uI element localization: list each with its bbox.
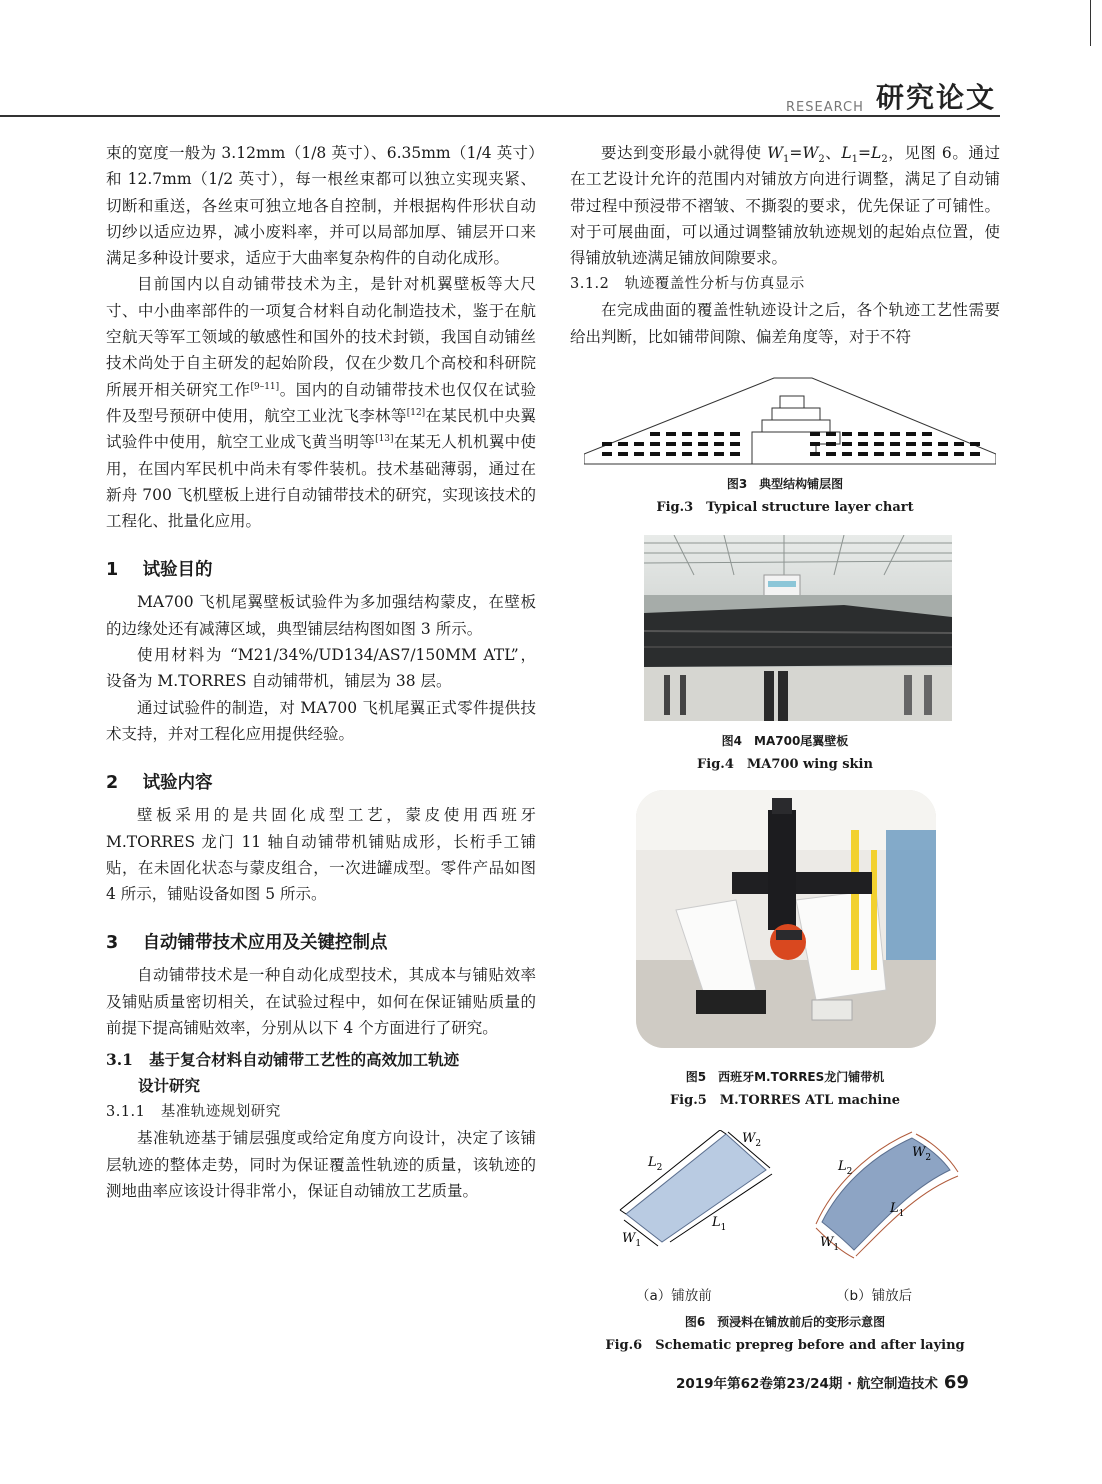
ply-dash [666,452,676,456]
ply-dash [714,432,724,436]
ply-dash [906,452,916,456]
ply-dash [730,432,740,436]
figure-4-caption-en: Fig.4 MA700 wing skin [697,757,873,772]
ply-dash [682,452,692,456]
figure-6b-diagram [808,1130,962,1262]
section-label-en: RESEARCH [786,100,864,115]
ply-dash [618,452,628,456]
ply-dash [602,452,612,456]
ply-dash [858,442,868,446]
ply-dash [890,442,900,446]
paragraph: MA700 飞机尾翼壁板试验件为多加强结构蒙皮，在壁板的边缘处还有减薄区域，典型铺层结构图如图 3 所示。 [106,593,536,638]
figure-3-ply-dashes [602,432,980,456]
paragraph: 通过试验件的制造，对 MA700 飞机尾翼正式零件提供技术支持，并对工程化应用提供经验。 [106,698,536,743]
figure-4-caption-cn: 图4 MA700尾翼壁板 [721,734,849,748]
figure-5-photo [636,790,936,1048]
section-heading: 1 试验目的 [106,560,213,581]
ply-dash [618,442,628,446]
citation: [13] [375,434,394,445]
ply-dash [890,452,900,456]
ply-dash [730,452,740,456]
figure-5-caption-en: Fig.5 M.TORRES ATL machine [669,1093,901,1108]
subsection-heading-cont: 设计研究 [138,1076,201,1096]
ply-dash [634,452,644,456]
ply-dash [970,442,980,446]
paragraph: 目前国内以自动铺带技术为主，是针对机翼壁板等大尺寸、中小曲率部件的一项复合材料自动化制造技术，鉴于在航空航天等军工领域的敏感性和国外的技术封锁，我国自动铺丝技术尚处于自主研发的起始阶段，仅在少数几个高校和科研院所展开相关研究工作[9–11]。国内的自动铺带技术也仅仅在试验件及型号预研中使用，航空工业沈飞李林等[12]在某民机中央翼试验件中使用，航空工业成飞黄当明等[13]在某无人机机翼中使用，在国内军民机中尚未有零件装机。技术基础薄弱，通过在新舟 700 飞机壁板上进行自动铺带技术的研究，实现该技术的工程化、批量化应用。 [106,275,536,531]
paragraph: 要达到变形最小就得使 $W_1=W_2$、$L_1=L_2$，见图 6。通过在工艺设计允许的范围内对铺放方向进行调整，满足了自动铺带过程中预浸带不褶皱、不撕裂的要求，优先保证了可铺性。对于可展曲面，可以通过调整铺放轨迹规划的起始点位置，使得铺放轨迹满足铺放间隙要求。 [570,144,1000,268]
ply-dash [890,432,900,436]
subsection-heading: 3.1 基于复合材料自动铺带工艺性的高效加工轨迹 [106,1050,460,1070]
svg-text:L1: $L_1$ [712,1215,727,1233]
ply-dash [858,452,868,456]
ply-dash [714,442,724,446]
ply-dash [826,442,836,446]
figure-6-caption-en: Fig.6 Schematic prepreg before and after laying [605,1338,965,1353]
ply-dash [922,452,932,456]
section-label-cn: 研究论文 [876,81,997,114]
left-column [106,140,536,1204]
ply-dash [666,432,676,436]
ply-dash [666,442,676,446]
ply-dash [650,442,660,446]
ply-dash [842,452,852,456]
ply-dash [874,442,884,446]
ply-dash [810,442,820,446]
figure-5-caption-cn: 图5 西班牙M.TORRES龙门铺带机 [685,1070,885,1084]
ply-dash [906,432,916,436]
crop-mark [1090,0,1091,46]
subsubsection-heading: 3.1.2 轨迹覆盖性分析与仿真显示 [570,276,805,293]
ply-dash [602,442,612,446]
svg-text:L2: $L_2$ [838,1159,853,1177]
figure-6a-label: （a）铺放前 [636,1288,712,1304]
ply-dash [810,452,820,456]
figure-3-caption-cn: 图3 典型结构铺层图 [726,477,844,491]
ply-dash [826,452,836,456]
page-number: 69 [943,1372,969,1393]
ply-dash [938,452,948,456]
ply-dash [682,432,692,436]
figure-6-caption-cn: 图6 预浸料在铺放前后的变形示意图 [684,1315,886,1329]
ply-dash [810,432,820,436]
ply-dash [858,432,868,436]
ply-dash [826,432,836,436]
section-heading: 3 自动铺带技术应用及关键控制点 [106,933,388,954]
svg-text:W2: $W_2$ [742,1131,762,1149]
ply-dash [922,442,932,446]
ply-dash [682,442,692,446]
header-rule [0,115,1000,117]
svg-text:W1: $W_1$ [820,1235,840,1253]
paragraph: 基准轨迹基于铺层强度或给定角度方向设计，决定了该铺层轨迹的整体走势，同时为保证覆盖性轨迹的质量，该轨迹的测地曲率应该设计得非常小，保证自动铺放工艺质量。 [106,1129,536,1200]
ply-dash [714,452,724,456]
subsubsection-heading: 3.1.1 基准轨迹规划研究 [106,1104,281,1121]
section-heading: 2 试验内容 [106,773,213,794]
ply-dash [730,442,740,446]
ply-dash [842,442,852,446]
paragraph: 使用材料为 “M21/34%/UD134/AS7/150MM ATL”，设备为 M.TORRES 自动铺带机，铺层为 38 层。 [106,646,536,691]
ply-dash [698,432,708,436]
ply-dash [842,432,852,436]
ply-dash [874,432,884,436]
paragraph: 壁板采用的是共固化成型工艺，蒙皮使用西班牙 M.TORRES 龙门 11 轴自动铺带机铺贴成形，长桁手工铺贴，在未固化状态与蒙皮组合，一次进罐成型。零件产品如图 4 所示，铺贴设备如图 5 所示。 [106,806,536,904]
page-footer [676,1372,969,1393]
paragraph: 自动铺带技术是一种自动化成型技术，其成本与铺贴效率及铺贴质量密切相关，在试验过程中，如何在保证铺贴质量的前提下提高铺贴效率，分别从以下 4 个方面进行了研究。 [106,966,536,1038]
ply-dash [954,442,964,446]
ply-dash [938,442,948,446]
ply-dash [650,432,660,436]
figure-3-caption-en: Fig.3 Typical structure layer chart [656,500,914,515]
ply-dash [954,452,964,456]
svg-text:W1: $W_1$ [622,1231,642,1248]
ply-dash [698,442,708,446]
ply-dash [650,452,660,456]
figure-3-layer-chart [584,374,996,466]
svg-text:L2: $L_2$ [648,1155,663,1173]
ply-dash [970,452,980,456]
ply-dash [698,452,708,456]
ply-dash [906,442,916,446]
ply-dash [922,432,932,436]
citation: [12] [406,407,426,418]
figure-4-photo [644,535,952,721]
ply-dash [634,442,644,446]
paragraph: 束的宽度一般为 3.12mm（1/8 英寸）、6.35mm（1/4 英寸）和 12.7mm（1/2 英寸），每一根丝束都可以独立实现夹紧、切断和重送，各丝束可独立地各自控制，并根据构件形状自动切纱以适应边界，减小废料率，并可以局部加厚、铺层开口来满足多种设计要求，适应于大曲率复杂构件的自动化成形。 [106,144,536,268]
svg-text:W2: $W_2$ [912,1145,932,1163]
ply-dash [874,452,884,456]
figure-6b-label: （b）铺放后 [836,1288,913,1304]
figure-6a-diagram [616,1130,776,1248]
citation: [9–11] [250,381,280,392]
right-column [570,140,1000,350]
journal-info: 2019年第62卷第23/24期 · 航空制造技术 [676,1376,938,1392]
svg-text:L1: $L_1$ [890,1201,905,1219]
paragraph: 在完成曲面的覆盖性轨迹设计之后，各个轨迹工艺性需要给出判断，比如铺带间隙、偏差角度等，对于不符 [570,301,1000,346]
